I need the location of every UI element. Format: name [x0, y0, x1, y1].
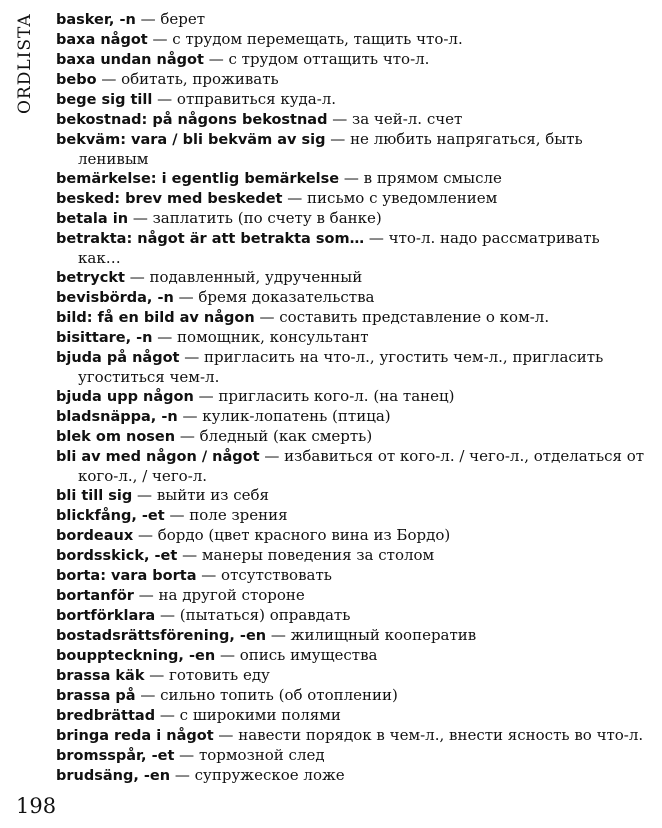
entry-definition: бремя доказательства — [198, 288, 375, 306]
glossary-entry — [56, 70, 646, 90]
entry-definition: бледный (как смерть) — [199, 427, 373, 445]
glossary-entry — [56, 169, 646, 189]
entry-term: bostadsrättsförening, -en — [56, 628, 267, 644]
entry-definition: избавиться от кого-л. / чего-л., отделаться от кого-л., / чего-л. — [78, 447, 645, 485]
glossary-entry — [56, 646, 646, 666]
entry-definition: пригласить на что-л., угостить чем-л., пригласить угоститься чем-л. — [78, 348, 604, 386]
glossary-entry — [56, 130, 646, 169]
entry-term: bortförklara — [56, 608, 156, 624]
entry-separator: — — [330, 130, 346, 148]
entry-definition: кулик-лопатень (птица) — [202, 407, 391, 425]
entry-separator: — — [178, 288, 194, 306]
glossary-entry — [56, 447, 646, 486]
glossary-entry — [56, 30, 646, 50]
entry-separator: — — [198, 387, 214, 405]
entry-separator: — — [179, 746, 195, 764]
entry-separator: — — [332, 110, 348, 128]
entry-definition: за чей-л. счет — [352, 110, 463, 128]
entry-definition: выйти из себя — [156, 486, 269, 504]
entry-definition: бордо (цвет красного вина из Бордо) — [157, 526, 451, 544]
glossary-entry — [56, 229, 646, 268]
entry-term: blickfång, -et — [56, 508, 165, 524]
entry-term: bild: få en bild av någon — [56, 310, 255, 326]
entry-term: bortanför — [56, 588, 134, 604]
entry-definition: письмо с уведомлением — [307, 189, 498, 207]
entry-definition: с широкими полями — [179, 706, 341, 724]
glossary-entry — [56, 288, 646, 308]
entry-term: bredbrättad — [56, 708, 156, 724]
entry-term: besked: brev med beskedet — [56, 191, 283, 207]
glossary-entry — [56, 746, 646, 766]
entry-term: bordeaux — [56, 528, 134, 544]
entry-separator: — — [218, 726, 234, 744]
entry-definition: подавленный, удрученный — [149, 268, 363, 286]
entry-term: betryckt — [56, 270, 125, 286]
glossary-entry — [56, 546, 646, 566]
entry-definition: что-л. надо рассматривать как… — [78, 229, 600, 267]
entry-term: borta: vara borta — [56, 568, 197, 584]
entry-separator: — — [138, 586, 154, 604]
section-label-text: ORDLISTA — [15, 13, 35, 114]
glossary-entry — [56, 50, 646, 70]
glossary-entry — [56, 686, 646, 706]
entry-term: bekväm: vara / bli bekväm av sig — [56, 132, 326, 148]
entry-term: betrakta: något är att betrakta som… — [56, 231, 365, 247]
entry-definition: в прямом смысле — [363, 169, 502, 187]
entry-definition: отсутствовать — [221, 566, 332, 584]
entry-term: bromsspår, -et — [56, 748, 175, 764]
entry-separator: — — [182, 546, 198, 564]
glossary-entry — [56, 348, 646, 387]
entry-term: bjuda på något — [56, 350, 180, 366]
entry-term: bli av med någon / något — [56, 449, 260, 465]
glossary-entry — [56, 427, 646, 447]
entry-term: betala in — [56, 211, 129, 227]
entry-definition: сильно топить (об отоплении) — [160, 686, 398, 704]
entry-separator: — — [179, 427, 195, 445]
entry-term: brassa på — [56, 688, 136, 704]
entry-separator: — — [159, 606, 175, 624]
entry-separator: — — [159, 706, 175, 724]
entry-separator: — — [149, 666, 165, 684]
entry-separator: — — [152, 30, 168, 48]
entry-term: brudsäng, -en — [56, 768, 171, 784]
glossary-entry — [56, 506, 646, 526]
entry-separator: — — [140, 10, 156, 28]
glossary-entry — [56, 526, 646, 546]
entry-separator: — — [184, 348, 200, 366]
entry-term: bekostnad: på någons bekostnad — [56, 112, 328, 128]
entry-separator: — — [140, 686, 156, 704]
entry-definition: на другой стороне — [158, 586, 305, 604]
glossary-entry — [56, 189, 646, 209]
entry-separator: — — [219, 646, 235, 664]
glossary-entry — [56, 110, 646, 130]
entry-term: bjuda upp någon — [56, 389, 194, 405]
entry-term: bevisbörda, -n — [56, 290, 174, 306]
glossary-entry — [56, 766, 646, 786]
glossary-entry — [56, 706, 646, 726]
entry-term: baxa undan något — [56, 52, 204, 68]
entry-separator: — — [132, 209, 148, 227]
glossary-entry — [56, 308, 646, 328]
glossary-list — [56, 10, 646, 786]
page-number: 198 — [16, 794, 57, 818]
entry-separator: — — [174, 766, 190, 784]
entry-term: bringa reda i något — [56, 728, 214, 744]
entry-definition: с трудом перемещать, тащить что-л. — [172, 30, 463, 48]
entry-separator: — — [157, 328, 173, 346]
glossary-entry — [56, 626, 646, 646]
entry-definition: опись имущества — [239, 646, 378, 664]
entry-separator: — — [264, 447, 280, 465]
glossary-entry — [56, 566, 646, 586]
entry-separator: — — [101, 70, 117, 88]
entry-definition: не любить напрягаться, быть ленивым — [78, 130, 583, 168]
entry-separator: — — [270, 626, 286, 644]
entry-definition: заплатить (по счету в банке) — [152, 209, 382, 227]
entry-separator: — — [157, 90, 173, 108]
glossary-entry — [56, 10, 646, 30]
glossary-entry — [56, 328, 646, 348]
entry-definition: тормозной след — [198, 746, 325, 764]
glossary-entry — [56, 726, 646, 746]
entry-definition: обитать, проживать — [121, 70, 279, 88]
entry-separator: — — [169, 506, 185, 524]
entry-definition: с трудом оттащить что-л. — [228, 50, 430, 68]
entry-term: bli till sig — [56, 488, 133, 504]
entry-definition: поле зрения — [189, 506, 288, 524]
entry-term: blek om nosen — [56, 429, 176, 445]
entry-separator: — — [182, 407, 198, 425]
glossary-entry — [56, 486, 646, 506]
entry-term: basker, -n — [56, 12, 136, 28]
entry-definition: жилищный кооператив — [290, 626, 477, 644]
entry-definition: составить представление о ком-л. — [279, 308, 550, 326]
glossary-entry — [56, 666, 646, 686]
entry-separator: — — [343, 169, 359, 187]
entry-term: bordsskick, -et — [56, 548, 178, 564]
entry-definition: отправиться куда-л. — [176, 90, 337, 108]
glossary-entry — [56, 586, 646, 606]
entry-definition: манеры поведения за столом — [201, 546, 435, 564]
entry-definition: берет — [160, 10, 206, 28]
glossary-entry — [56, 606, 646, 626]
entry-term: bege sig till — [56, 92, 153, 108]
entry-term: baxa något — [56, 32, 148, 48]
entry-definition: навести порядок в чем-л., внести ясность во что-л. — [238, 726, 644, 744]
entry-separator: — — [287, 189, 303, 207]
entry-definition: супружеское ложе — [194, 766, 345, 784]
entry-definition: (пытаться) оправдать — [179, 606, 351, 624]
entry-term: bladsnäppa, -n — [56, 409, 178, 425]
entry-term: brassa käk — [56, 668, 145, 684]
entry-term: bisittare, -n — [56, 330, 153, 346]
entry-definition: готовить еду — [169, 666, 270, 684]
entry-separator: — — [137, 526, 153, 544]
glossary-entry — [56, 209, 646, 229]
entry-separator: — — [259, 308, 275, 326]
glossary-entry — [56, 407, 646, 427]
entry-definition: пригласить кого-л. (на танец) — [218, 387, 455, 405]
entry-term: bemärkelse: i egentlig bemärkelse — [56, 171, 340, 187]
entry-separator: — — [137, 486, 153, 504]
glossary-entry — [56, 90, 646, 110]
entry-term: bouppteckning, -en — [56, 648, 216, 664]
glossary-entry — [56, 387, 646, 407]
entry-separator: — — [208, 50, 224, 68]
entry-separator: — — [201, 566, 217, 584]
entry-term: bebo — [56, 72, 97, 88]
section-label — [12, 14, 38, 114]
entry-separator: — — [129, 268, 145, 286]
entry-definition: помощник, консультант — [177, 328, 369, 346]
entry-separator: — — [368, 229, 384, 247]
glossary-entry — [56, 268, 646, 288]
